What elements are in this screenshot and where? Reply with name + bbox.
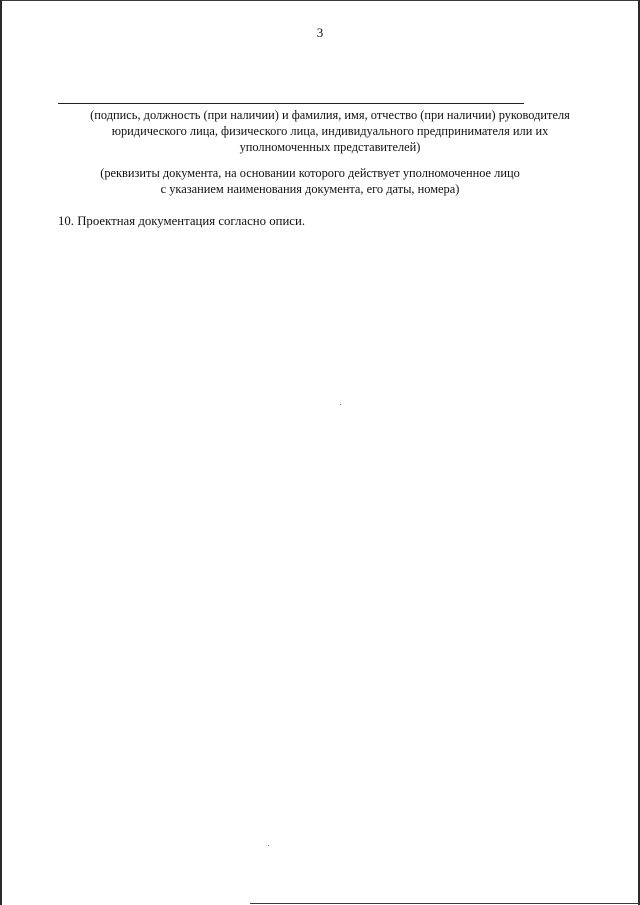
scan-border-bottom: [250, 903, 640, 904]
list-item-10: 10. Проектная документация согласно описи.: [58, 214, 306, 228]
signature-caption-line-3: уполномоченных представителей): [239, 140, 421, 154]
authority-caption-line-1: (реквизиты документа, на основании которого действует уполномоченное лицо: [100, 166, 520, 180]
scan-border-top: [0, 0, 640, 1]
authority-caption-line-2: с указанием наименования документа, его даты, номера): [160, 182, 460, 196]
scan-border-left: [0, 0, 2, 905]
page-number: 3: [316, 25, 324, 40]
scan-speck: [340, 404, 341, 405]
scan-speck: [268, 845, 269, 846]
signature-caption-line-1: (подпись, должность (при наличии) и фамилия, имя, отчество (при наличии) руководителя: [90, 108, 570, 122]
signature-line: [58, 103, 524, 104]
signature-caption-line-2: юридического лица, физического лица, индивидуального предпринимателя или их: [111, 124, 549, 138]
